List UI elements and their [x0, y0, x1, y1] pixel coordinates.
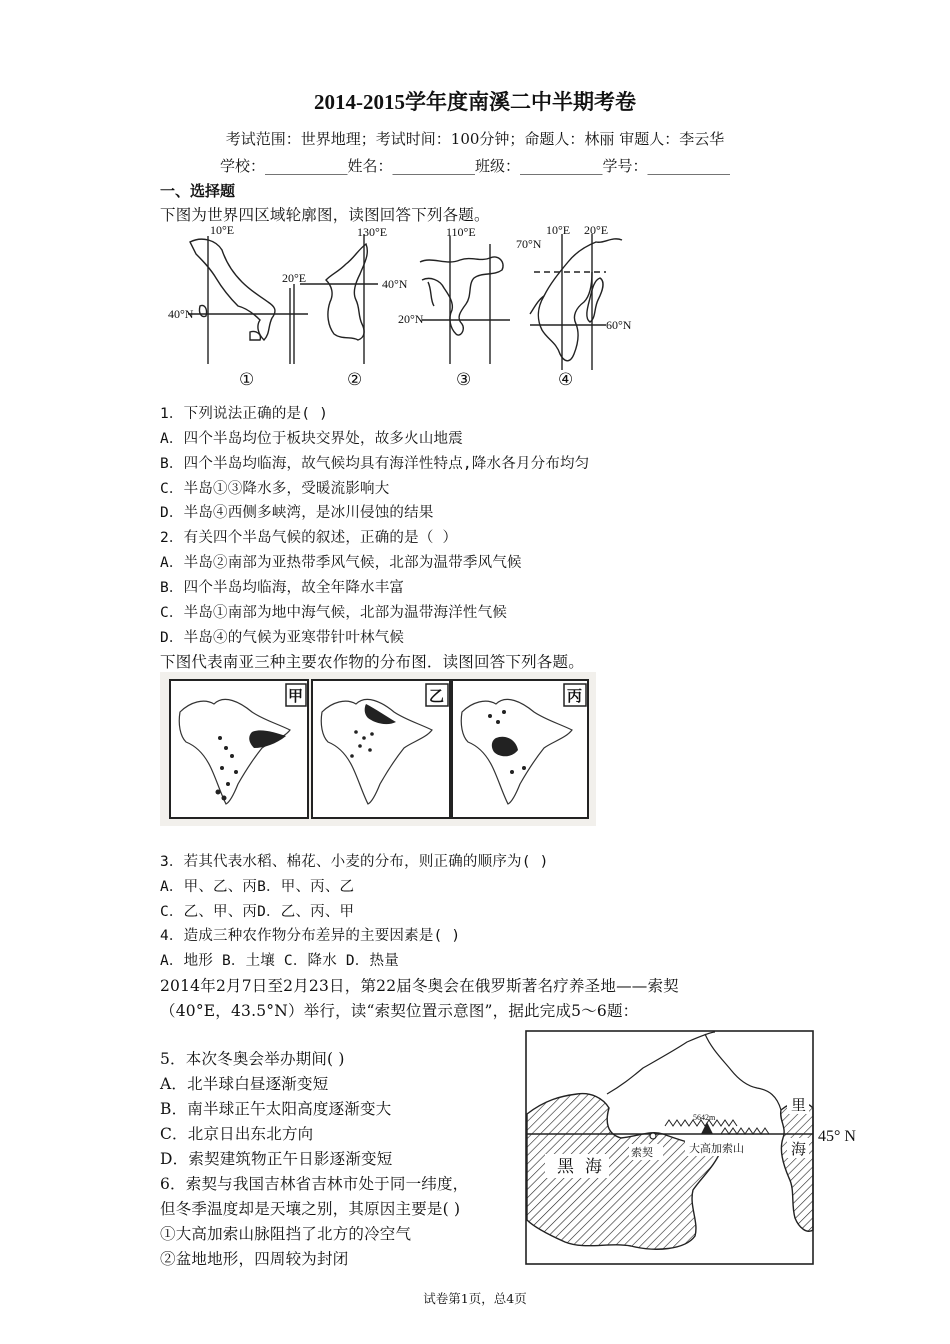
option: C．乙、甲、丙D．乙、丙、甲	[160, 904, 355, 920]
option: ①大高加索山脉阻挡了北方的冷空气	[160, 1225, 412, 1243]
intro-peninsula: 下图为世界四区域轮廓图，读图回答下列各题。	[160, 206, 490, 224]
map-label: 110°E	[446, 225, 476, 239]
option: C．半岛①南部为地中海气候，北部为温带海洋性气候	[160, 605, 508, 621]
sochi-label-black: 黑	[557, 1157, 574, 1176]
map-label: 60°N	[606, 318, 632, 332]
question-2: 2．有关四个半岛气候的叙述，正确的是（ ）	[160, 530, 458, 546]
sochi-label-elevation: 5642m	[693, 1113, 716, 1122]
option: A．四个半岛均位于板块交界处，故多火山地震	[160, 431, 463, 447]
map-label: 40°N	[168, 307, 194, 321]
option: D．半岛④西侧多峡湾，是冰川侵蚀的结果	[160, 505, 434, 521]
exam-info: 考试范围：世界地理；考试时间：100分钟；命题人：林丽 审题人：李云华	[225, 130, 725, 148]
option: A．地形 B．土壤 C．降水 D．热量	[160, 953, 399, 969]
crop-label: 乙	[429, 689, 445, 705]
option: A．北半球白昼逐渐变短	[160, 1075, 329, 1093]
question-3: 3．若其代表水稻、棉花、小麦的分布，则正确的顺序为( )	[160, 854, 549, 870]
map-label: 40°N	[382, 277, 408, 291]
option: A．甲、乙、丙B．甲、丙、乙	[160, 879, 355, 895]
question-4: 4．造成三种农作物分布差异的主要因素是( )	[160, 928, 461, 944]
crop-label: 甲	[288, 689, 304, 705]
option: A．半岛②南部为亚热带季风气候，北部为温带季风气候	[160, 555, 522, 571]
section-heading: 一、选择题	[160, 182, 236, 200]
option: ②盆地地形，四周较为封闭	[160, 1250, 349, 1268]
question-6-line2: 但冬季温度却是天壤之别，其原因主要是( )	[160, 1200, 461, 1218]
question-5: 5．本次冬奥会举办期间( )	[160, 1050, 345, 1068]
peninsula-map	[160, 222, 640, 392]
sochi-map	[525, 1030, 880, 1266]
option: D．半岛④的气候为亚寒带针叶林气候	[160, 630, 405, 646]
option: B．四个半岛均临海，故气候均具有海洋性特点,降水各月分布均匀	[160, 456, 590, 472]
option: B．南半球正午太阳高度逐渐变大	[160, 1100, 392, 1118]
map-label: 10°E	[546, 223, 571, 237]
option: B．四个半岛均临海，故全年降水丰富	[160, 580, 405, 596]
sochi-label-mountain: 大高加索山	[689, 1143, 744, 1155]
crop-map	[160, 672, 596, 826]
intro-crops: 下图代表南亚三种主要农作物的分布图．读图回答下列各题。	[160, 653, 584, 671]
latitude-label: 45° N	[818, 1128, 856, 1145]
student-fields: 学校：___________姓名：___________班级：___________学号：___________	[219, 157, 730, 175]
sochi-label-sea: 海	[585, 1157, 602, 1176]
option: C．半岛①③降水多，受暖流影响大	[160, 481, 390, 497]
intro-sochi-line1: 2014年2月7日至2月23日，第22届冬奥会在俄罗斯著名疗养圣地——索契	[160, 977, 679, 995]
map-label: 20°N	[398, 312, 424, 326]
map-label: 20°E	[282, 271, 307, 285]
map-label: 20°E	[584, 223, 609, 237]
page-footer: 试卷第1页，总4页	[423, 1291, 527, 1306]
option: D．索契建筑物正午日影逐渐变短	[160, 1150, 393, 1168]
peninsula-number: ②	[347, 370, 363, 389]
option: C．北京日出东北方向	[160, 1125, 314, 1143]
exam-title: 2014-2015学年度南溪二中半期考卷	[314, 90, 636, 114]
crop-label: 丙	[567, 689, 583, 705]
peninsula-number: ①	[239, 370, 255, 389]
sochi-label-caspian1: 里	[791, 1098, 807, 1114]
intro-sochi-line2: （40°E，43.5°N）举行，读“索契位置示意图”，据此完成5～6题：	[160, 1002, 639, 1020]
peninsula-number: ④	[558, 370, 574, 389]
map-label: 70°N	[516, 237, 542, 251]
peninsula-number: ③	[456, 370, 472, 389]
sochi-label-caspian2: 海	[791, 1142, 807, 1158]
question-6-line1: 6．索契与我国吉林省吉林市处于同一纬度，	[160, 1175, 469, 1193]
map-label: 130°E	[357, 225, 388, 239]
sochi-label-city: 索契	[631, 1147, 653, 1159]
question-1: 1．下列说法正确的是( )	[160, 406, 329, 422]
map-label: 10°E	[210, 223, 235, 237]
